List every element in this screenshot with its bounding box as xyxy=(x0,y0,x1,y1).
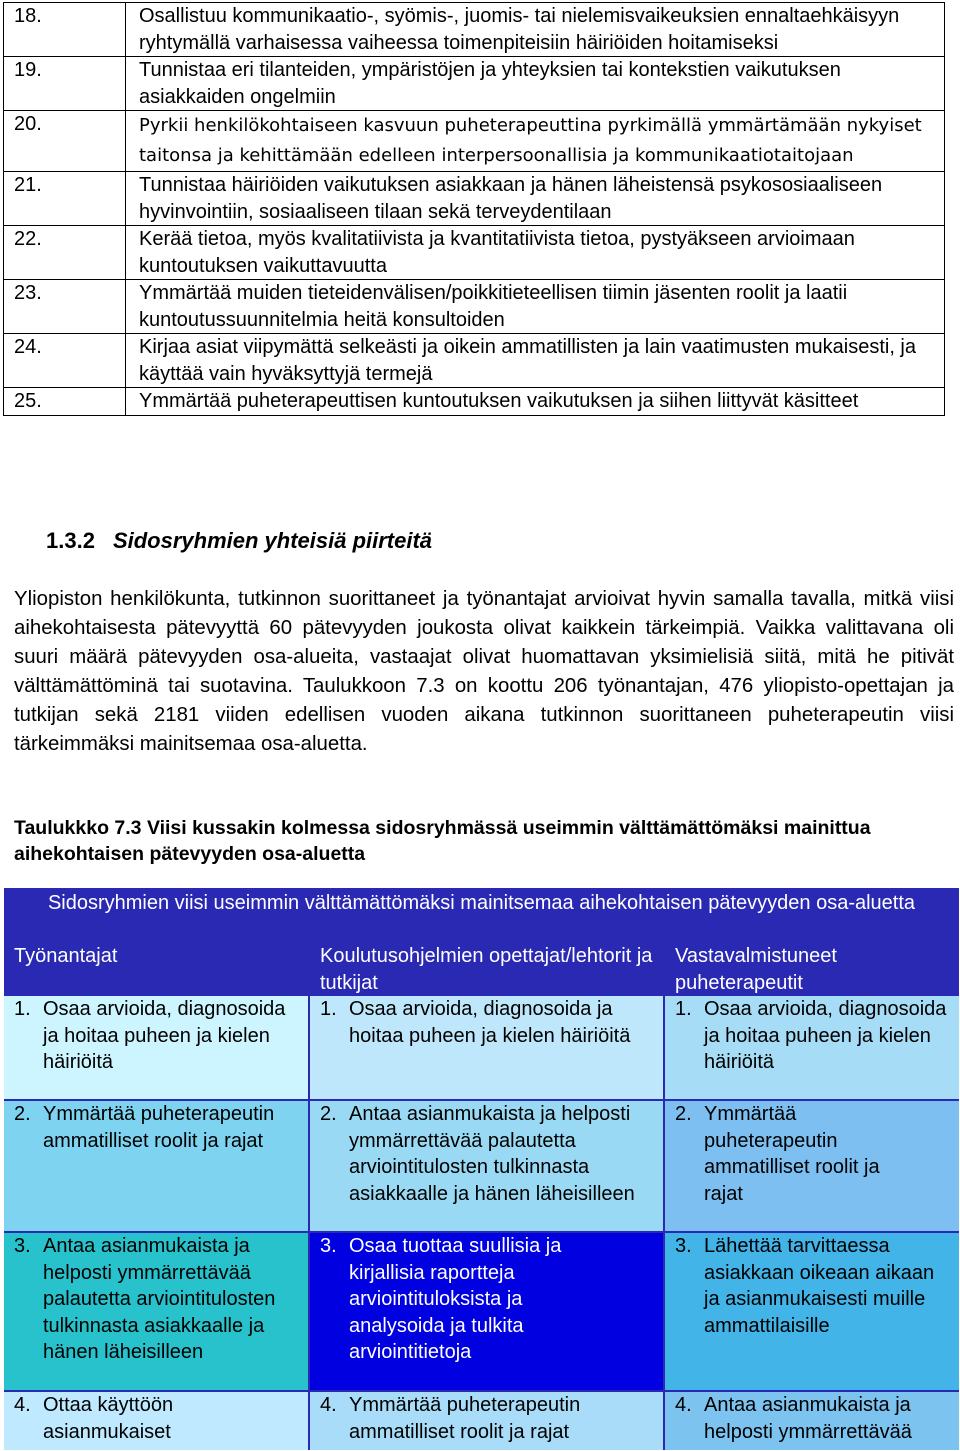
table-row xyxy=(4,334,945,388)
competence-cell xyxy=(665,1101,959,1231)
competence-text: Ottaa käyttöön asianmukaiset xyxy=(43,1394,174,1443)
competence-cell xyxy=(310,1101,663,1231)
row-number: 22. xyxy=(4,226,126,280)
table-row xyxy=(4,226,945,280)
row-number: 21. xyxy=(4,172,126,226)
table-caption: Taulukkko 7.3 Viisi kussakin kolmessa sidosryhmässä useimmin välttämättömäksi mainittua aihekohtaisen pätevyyden osa-aluetta xyxy=(14,817,871,865)
row-number: 25. xyxy=(4,388,126,416)
row-text: Tunnistaa häiriöiden vaikutuksen asiakkaan ja hänen läheistensä psykososiaaliseen hyvinvointiin, sosiaaliseen tilaan sekä terveydentilaan xyxy=(126,172,945,226)
rank-number: 4. xyxy=(320,1394,337,1416)
competence-cell xyxy=(4,1233,308,1390)
rank-number: 2. xyxy=(675,1103,692,1125)
table-row xyxy=(4,388,945,416)
stakeholder-competence-table xyxy=(4,888,959,1450)
row-text: Ymmärtää muiden tieteidenvälisen/poikkitieteellisen tiimin jäsenten roolit ja laatii kuntoutussuunnitelmia heitä konsultoiden xyxy=(126,280,945,334)
section-title: Sidosryhmien yhteisiä piirteitä xyxy=(112,528,433,553)
competence-cell xyxy=(310,1392,663,1450)
row-text: Osallistuu kommunikaatio-, syömis-, juomis- tai nielemisvaikeuksien ennaltaehkäisyyn ryhtymällä varhaisessa vaiheessa toimenpiteisiin häiriöiden hoitamiseksi xyxy=(126,3,945,57)
table-row xyxy=(4,280,945,334)
table-row xyxy=(4,111,945,172)
rank-number: 3. xyxy=(14,1235,31,1257)
row-number: 24. xyxy=(4,334,126,388)
competence-cell xyxy=(665,1392,959,1450)
table-row xyxy=(4,57,945,111)
competence-text: Antaa asianmukaista ja helposti ymmärrettävää palautetta arviointitulosten tulkinnasta asiakkaalle ja hänen läheisilleen xyxy=(349,1103,635,1205)
competence-list-table xyxy=(3,2,945,416)
competence-text: Osaa arvioida, diagnosoida ja hoitaa puheen ja kielen häiriöitä xyxy=(349,998,631,1047)
rank-number: 2. xyxy=(14,1103,31,1125)
column-header-employers: Työnantajat xyxy=(14,945,118,967)
rank-number: 1. xyxy=(675,998,692,1020)
rank-number: 4. xyxy=(675,1394,692,1416)
row-number: 18. xyxy=(4,3,126,57)
row-text: Pyrkii henkilökohtaiseen kasvuun puheterapeuttina pyrkimällä ymmärtämään nykyiset taitonsa ja kehittämään edelleen interpersoonallisia ja kommunikaatiotaitojaan xyxy=(126,111,945,172)
competence-text: Ymmärtää puheterapeutin ammatilliset roolit ja rajat xyxy=(349,1394,581,1443)
row-text: Ymmärtää puheterapeuttisen kuntoutuksen vaikutuksen ja siihen liittyvät käsitteet xyxy=(126,388,945,416)
competence-text: Osaa tuottaa suullisia ja kirjallisia raportteja arviointituloksista ja analysoida ja tulkita arviointitietoja xyxy=(349,1235,562,1363)
competence-cell xyxy=(310,1233,663,1390)
competence-cell xyxy=(4,1101,308,1231)
rank-number: 4. xyxy=(14,1394,31,1416)
section-number: 1.3.2 xyxy=(46,528,95,553)
rank-number: 2. xyxy=(320,1103,337,1125)
competence-text: Ymmärtää puheterapeutin ammatilliset roolit ja rajat xyxy=(704,1103,880,1205)
competence-cell xyxy=(665,1233,959,1390)
competence-cell xyxy=(310,996,663,1099)
comp-table-title: Sidosryhmien viisi useimmin välttämättömäksi mainitsemaa aihekohtaisen pätevyyden osa-aluetta xyxy=(47,892,916,914)
row-text: Kerää tietoa, myös kvalitatiivista ja kvantitatiivista tietoa, pystyäkseen arvioimaan kuntoutuksen vaikuttavuutta xyxy=(126,226,945,280)
competence-text: Antaa asianmukaista ja helposti ymmärrettävää xyxy=(704,1394,912,1443)
row-number: 20. xyxy=(4,111,126,172)
column-header-teachers: Koulutusohjelmien opettajat/lehtorit ja tutkijat xyxy=(320,945,653,994)
row-number: 19. xyxy=(4,57,126,111)
rank-number: 3. xyxy=(675,1235,692,1257)
section-heading xyxy=(46,528,432,554)
table-row xyxy=(4,3,945,57)
body-paragraph: Yliopiston henkilökunta, tutkinnon suorittaneet ja työnantajat arvioivat hyvin samalla tavalla, mitkä viisi aihekohtaisesta pätevyyttä 60 pätevyyden joukosta olivat kaikkein tärkeimpiä. Vaikka valittavana oli suuri määrä pätevyyden osa-alueita, vastaajat olivat huomattavan yksimielisiä siitä, mitä he pitivät välttämättöminä tai suotavina. Taulukkoon 7.3 on koottu 206 työnantajan, 476 yliopisto-opettajan ja tutkijan sekä 2181 viiden edellisen vuoden aikana tutkinnon suorittaneen puheterapeutin viisi tärkeimmäksi mainitsemaa osa-aluetta. xyxy=(14,588,954,755)
rank-number: 1. xyxy=(320,998,337,1020)
table-row xyxy=(4,172,945,226)
competence-text: Osaa arvioida, diagnosoida ja hoitaa puheen ja kielen häiriöitä xyxy=(43,998,286,1073)
competence-cell xyxy=(4,996,308,1099)
competence-cell xyxy=(665,996,959,1099)
column-header-graduates: Vastavalmistuneet puheterapeutit xyxy=(675,945,837,994)
row-text: Tunnistaa eri tilanteiden, ympäristöjen ja yhteyksien tai kontekstien vaikutuksen asiakkaiden ongelmiin xyxy=(126,57,945,111)
rank-number: 1. xyxy=(14,998,31,1020)
competence-text: Antaa asianmukaista ja helposti ymmärrettävää palautetta arviointitulosten tulkinnasta asiakkaalle ja hänen läheisilleen xyxy=(43,1235,276,1363)
rank-number: 3. xyxy=(320,1235,337,1257)
competence-cell xyxy=(4,1392,308,1450)
competence-text: Osaa arvioida, diagnosoida ja hoitaa puheen ja kielen häiriöitä xyxy=(704,998,947,1073)
row-text: Kirjaa asiat viipymättä selkeästi ja oikein ammatillisten ja lain vaatimusten mukaisesti, ja käyttää vain hyväksyttyjä termejä xyxy=(126,334,945,388)
competence-text: Lähettää tarvittaessa asiakkaan oikeaan aikaan ja asianmukaisesti muille ammattilaisille xyxy=(704,1235,935,1337)
competence-text: Ymmärtää puheterapeutin ammatilliset roolit ja rajat xyxy=(43,1103,275,1152)
row-number: 23. xyxy=(4,280,126,334)
